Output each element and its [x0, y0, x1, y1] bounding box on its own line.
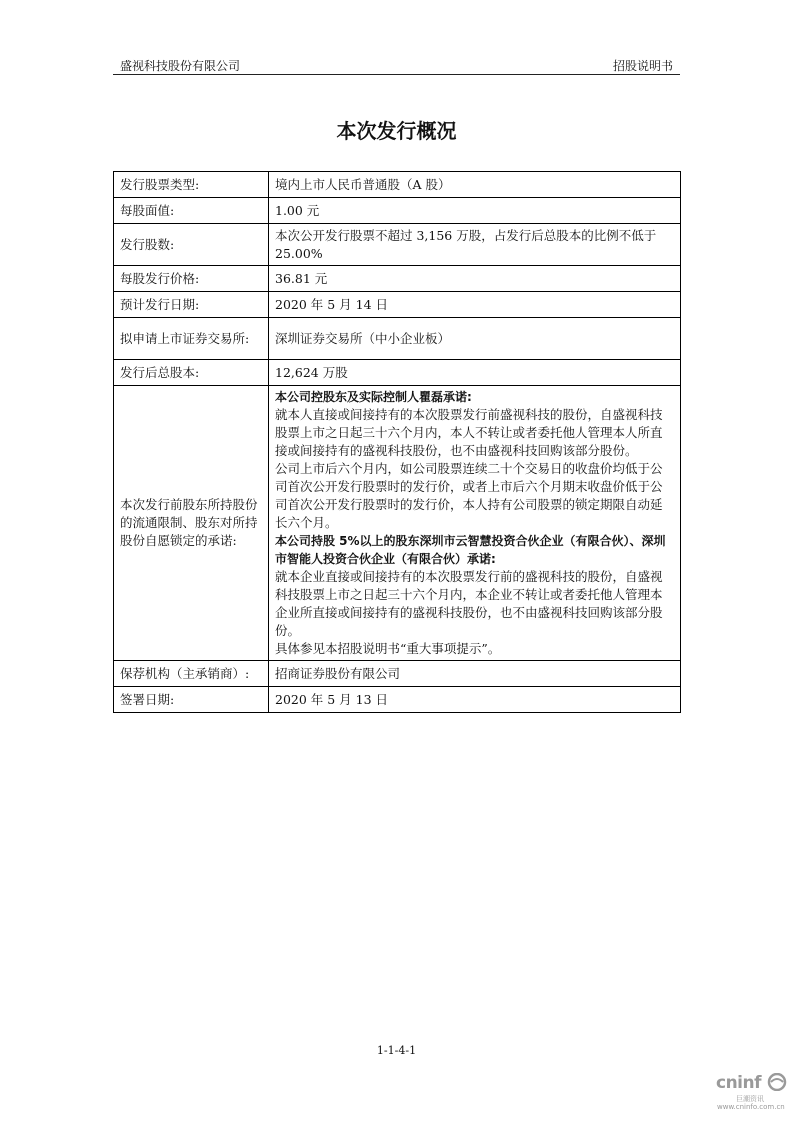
row-value: 境内上市人民币普通股（A 股） — [269, 172, 681, 198]
row-value: 2020 年 5 月 13 日 — [269, 687, 681, 713]
table-row — [114, 292, 681, 318]
table-row — [114, 360, 681, 386]
lockup-paragraph: 公司上市后六个月内，如公司股票连续二十个交易日的收盘价均低于公司首次公开发行股票时的发行价，或者上市后六个月期末收盘价低于公司首次公开发行股票时的发行价，本人持有公司股票的锁定期限自动延长六个月。 — [275, 461, 663, 530]
table-row — [114, 661, 681, 687]
row-value: 36.81 元 — [269, 266, 681, 292]
row-value: 深圳证券交易所（中小企业板） — [269, 318, 681, 360]
row-label: 发行股票类型: — [114, 172, 269, 198]
row-label: 保荐机构（主承销商）: — [114, 661, 269, 687]
table-row — [114, 318, 681, 360]
lockup-paragraph: 就本人直接或间接持有的本次股票发行前盛视科技的股份，自盛视科技股票上市之日起三十六个月内，本人不转让或者委托他人管理本人所直接或间接持有的盛视科技股份，也不由盛视科技回购该部分股份。 — [275, 407, 663, 458]
row-value: 1.00 元 — [269, 198, 681, 224]
header-doc-type: 招股说明书 — [612, 59, 673, 73]
row-value: 2020 年 5 月 14 日 — [269, 292, 681, 318]
logo-swoosh-icon — [767, 1073, 787, 1091]
table-row — [114, 198, 681, 224]
table-row — [114, 687, 681, 713]
row-label: 本次发行前股东所持股份的流通限制、股东对所持股份自愿锁定的承诺: — [114, 386, 269, 661]
table-row — [114, 224, 681, 266]
lockup-commitments — [269, 386, 681, 661]
page-number: 1-1-4-1 — [376, 1044, 417, 1057]
logo-brand-text: cninf — [716, 1073, 762, 1093]
row-value: 12,624 万股 — [269, 360, 681, 386]
row-label: 发行后总股本: — [114, 360, 269, 386]
header-company: 盛视科技股份有限公司 — [120, 59, 241, 73]
page-title: 本次发行概况 — [336, 119, 457, 143]
offering-overview-table — [113, 171, 681, 713]
lockup-paragraph: 就本企业直接或间接持有的本次股票发行前的盛视科技的股份，自盛视科技股票上市之日起三十六个月内，本企业不转让或者委托他人管理本企业所直接或间接持有的盛视科技股份，也不由盛视科技回购该部分股份。 — [275, 569, 663, 638]
row-value: 招商证券股份有限公司 — [269, 661, 681, 687]
lockup-heading-shareholders: 本公司持股 5%以上的股东深圳市云智慧投资合伙企业（有限合伙）、深圳市智能人投资合伙企业（有限合伙）承诺: — [275, 534, 666, 566]
lockup-paragraph: 具体参见本招股说明书“重大事项提示”。 — [275, 641, 501, 656]
row-label: 预计发行日期: — [114, 292, 269, 318]
row-label: 签署日期: — [114, 687, 269, 713]
row-label: 每股发行价格: — [114, 266, 269, 292]
logo-subtitle: 巨潮资讯 — [736, 1095, 764, 1103]
lockup-row — [114, 386, 681, 661]
row-label: 发行股数: — [114, 224, 269, 266]
table-row — [114, 266, 681, 292]
cninfo-logo — [716, 1073, 787, 1111]
table-row — [114, 172, 681, 198]
logo-url: www.cninfo.com.cn — [717, 1103, 785, 1111]
header-divider — [113, 74, 680, 75]
row-label: 每股面值: — [114, 198, 269, 224]
row-value: 本次公开发行股票不超过 3,156 万股，占发行后总股本的比例不低于 25.00% — [269, 224, 681, 266]
lockup-heading-controller: 本公司控股东及实际控制人瞿磊承诺: — [275, 390, 472, 404]
row-label: 拟申请上市证券交易所: — [114, 318, 269, 360]
